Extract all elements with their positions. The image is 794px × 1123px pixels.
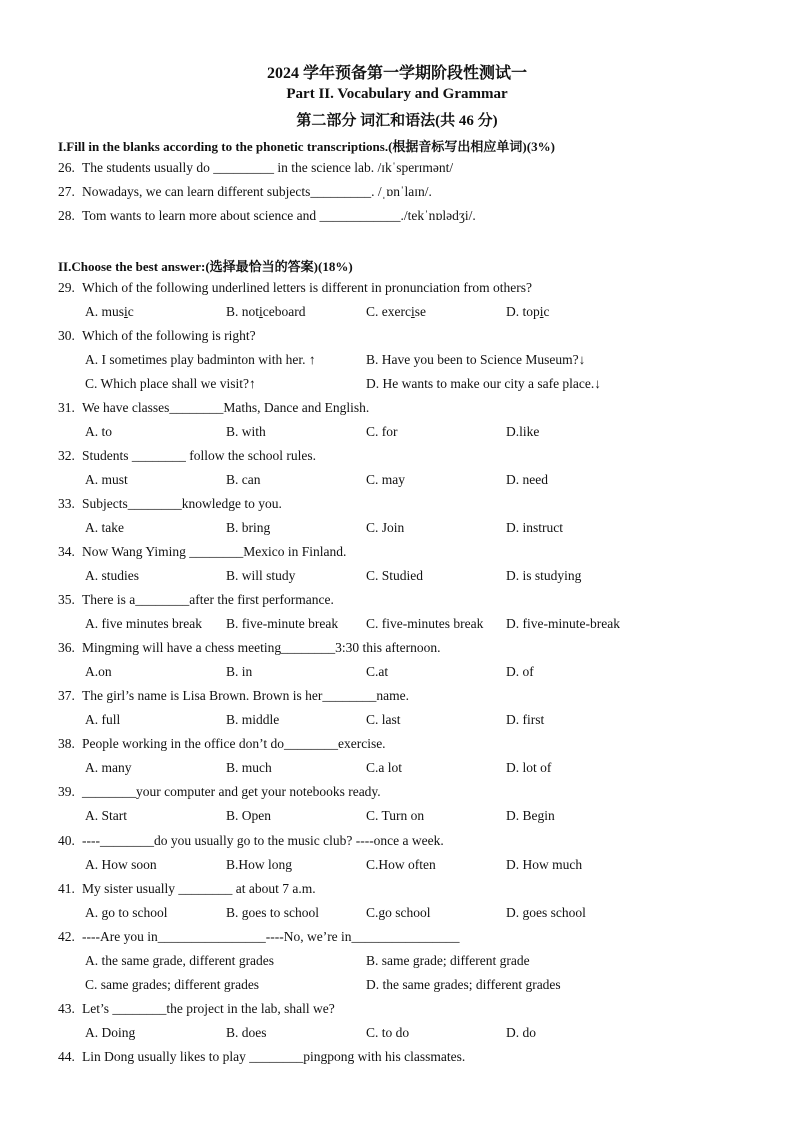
question-number: 29. <box>58 280 75 295</box>
question-number: 33. <box>58 496 75 511</box>
option-b: B. Have you been to Science Museum?↓ <box>366 352 586 367</box>
option-d: D. goes school <box>506 905 586 920</box>
option-d: D. He wants to make our city a safe place.↓ <box>366 376 602 391</box>
option-a: A. take <box>85 520 124 535</box>
question-text: Which of the following is right? <box>82 328 256 343</box>
question-number: 26. <box>58 160 75 175</box>
question-text: Tom wants to learn more about science and ____________./tekˈnɒlədʒi/. <box>82 208 476 223</box>
question-36 <box>58 640 440 656</box>
question-number: 30. <box>58 328 75 343</box>
question-32 <box>58 448 316 464</box>
option-c: C.a lot <box>366 760 402 775</box>
option-b: B. much <box>226 760 272 775</box>
question-text: People working in the office don’t do________exercise. <box>82 736 386 751</box>
question-number: 28. <box>58 208 75 223</box>
question-41-options <box>85 905 765 923</box>
option-a: A.on <box>85 664 112 679</box>
option-b: B.How long <box>226 857 293 872</box>
option-d: D. do <box>506 1025 536 1040</box>
option-a: A. to <box>85 424 112 439</box>
question-number: 44. <box>58 1049 75 1064</box>
option-c: C. Which place shall we visit?↑ <box>85 376 256 391</box>
option-b: B. in <box>226 664 253 679</box>
question-40-options <box>85 857 765 875</box>
question-number: 39. <box>58 784 75 799</box>
option-c: C. five-minutes break <box>366 616 484 631</box>
question-text: Which of the following underlined letters is different in pronunciation from others? <box>82 280 533 295</box>
option-d: D. first <box>506 712 545 727</box>
question-text: Subjects________knowledge to you. <box>82 496 282 511</box>
option-a: A. the same grade, different grades <box>85 953 275 968</box>
option-c: C. Join <box>366 520 405 535</box>
option-d: D. How much <box>506 857 583 872</box>
option-c: C. may <box>366 472 405 487</box>
question-text: The students usually do _________ in the science lab. /ɪkˈsperɪmənt/ <box>82 160 454 175</box>
question-text: Students ________ follow the school rules. <box>82 448 316 463</box>
option-d: D. five-minute-break <box>506 616 620 631</box>
question-32-options <box>85 472 765 490</box>
option-d: D. topic <box>506 304 550 319</box>
option-b: B. five-minute break <box>226 616 339 631</box>
option-b: B. bring <box>226 520 271 535</box>
question-number: 42. <box>58 929 75 944</box>
question-text: We have classes________Maths, Dance and English. <box>82 400 370 415</box>
question-number: 34. <box>58 544 75 559</box>
question-37 <box>58 688 409 704</box>
question-34-options <box>85 568 765 586</box>
question-42-options-row2 <box>85 977 765 995</box>
question-text: The girl’s name is Lisa Brown. Brown is her________name. <box>82 688 409 703</box>
question-33-options <box>85 520 765 538</box>
option-d: D. instruct <box>506 520 563 535</box>
section-2-heading: II.Choose the best answer:(选择最恰当的答案)(18%) <box>58 259 353 274</box>
question-43-options <box>85 1025 765 1043</box>
option-d: D. Begin <box>506 808 555 823</box>
option-a: A. How soon <box>85 857 157 872</box>
question-39-options <box>85 808 765 826</box>
part-title: Part II. Vocabulary and Grammar <box>286 86 508 102</box>
part-title-cn: 第二部分 词汇和语法(共 46 分) <box>296 113 498 129</box>
option-a: A. go to school <box>85 905 168 920</box>
question-text: My sister usually ________ at about 7 a.m. <box>82 881 316 896</box>
option-a: A. studies <box>85 568 139 583</box>
option-b: B. does <box>226 1025 267 1040</box>
question-38 <box>58 736 386 752</box>
question-30-options-row2 <box>85 376 765 394</box>
question-38-options <box>85 760 765 778</box>
question-text: Lin Dong usually likes to play ________pingpong with his classmates. <box>82 1049 466 1064</box>
option-b: B. will study <box>226 568 296 583</box>
option-c: C. Studied <box>366 568 424 583</box>
option-b: B. middle <box>226 712 280 727</box>
option-a: A. music <box>85 304 134 319</box>
option-a: A. many <box>85 760 132 775</box>
question-text: Mingming will have a chess meeting________3:30 this afternoon. <box>82 640 441 655</box>
question-43 <box>58 1001 335 1017</box>
question-number: 37. <box>58 688 75 703</box>
question-number: 32. <box>58 448 75 463</box>
question-text: There is a________after the first performance. <box>82 592 334 607</box>
option-a: A. I sometimes play badminton with her. ↑ <box>85 352 316 367</box>
option-c: C. Turn on <box>366 808 425 823</box>
question-number: 31. <box>58 400 75 415</box>
option-b: B. can <box>226 472 261 487</box>
exam-title: 2024 学年预备第一学期阶段性测试一 <box>266 65 527 82</box>
question-35 <box>58 592 334 608</box>
option-c: C. exercise <box>366 304 426 319</box>
question-31-options <box>85 424 765 442</box>
option-b: B. goes to school <box>226 905 319 920</box>
question-number: 27. <box>58 184 75 199</box>
option-b: B. Open <box>226 808 271 823</box>
option-a: A. full <box>85 712 121 727</box>
question-number: 43. <box>58 1001 75 1016</box>
section-1-heading: I.Fill in the blanks according to the phonetic transcriptions.(根据音标写出相应单词)(3%) <box>58 139 555 154</box>
question-30 <box>58 328 256 344</box>
question-28 <box>58 208 476 224</box>
option-d: D. need <box>506 472 548 487</box>
question-text: ----________do you usually go to the music club? ----once a week. <box>82 833 444 848</box>
question-36-options <box>85 664 765 682</box>
question-text: ----Are you in________________----No, we’re in________________ <box>82 929 460 944</box>
question-40 <box>58 833 444 849</box>
question-44 <box>58 1049 465 1065</box>
question-41 <box>58 881 316 897</box>
question-number: 36. <box>58 640 75 655</box>
option-a: A. five minutes break <box>85 616 202 631</box>
option-b: B. same grade; different grade <box>366 953 530 968</box>
question-29 <box>58 280 532 296</box>
question-35-options <box>85 616 765 634</box>
question-34 <box>58 544 346 560</box>
option-d: D. of <box>506 664 534 679</box>
question-number: 35. <box>58 592 75 607</box>
question-42 <box>58 929 460 945</box>
option-c: C.How often <box>366 857 436 872</box>
question-42-options-row1 <box>85 953 765 971</box>
question-text: Let’s ________the project in the lab, shall we? <box>82 1001 335 1016</box>
question-26 <box>58 160 453 176</box>
option-b: B. noticeboard <box>226 304 306 319</box>
question-39 <box>58 784 381 800</box>
question-37-options <box>85 712 765 730</box>
option-c: C.go school <box>366 905 431 920</box>
option-d: D. is studying <box>506 568 582 583</box>
option-a: A. must <box>85 472 128 487</box>
question-text: ________your computer and get your notebooks ready. <box>82 784 381 799</box>
question-text: Nowadays, we can learn different subjects_________. /ˌɒnˈlaɪn/. <box>82 184 432 199</box>
question-29-options <box>85 304 765 322</box>
question-number: 41. <box>58 881 75 896</box>
option-a: A. Doing <box>85 1025 136 1040</box>
option-d: D. the same grades; different grades <box>366 977 561 992</box>
option-d: D. lot of <box>506 760 552 775</box>
option-a: A. Start <box>85 808 127 823</box>
question-33 <box>58 496 282 512</box>
question-number: 38. <box>58 736 75 751</box>
question-27 <box>58 184 432 200</box>
option-c: C. last <box>366 712 401 727</box>
option-c: C. same grades; different grades <box>85 977 260 992</box>
option-b: B. with <box>226 424 266 439</box>
question-30-options-row1 <box>85 352 765 370</box>
option-c: C. to do <box>366 1025 410 1040</box>
option-d: D.like <box>506 424 540 439</box>
option-c: C. for <box>366 424 398 439</box>
option-c: C.at <box>366 664 389 679</box>
question-text: Now Wang Yiming ________Mexico in Finland. <box>82 544 347 559</box>
question-number: 40. <box>58 833 75 848</box>
question-31 <box>58 400 369 416</box>
